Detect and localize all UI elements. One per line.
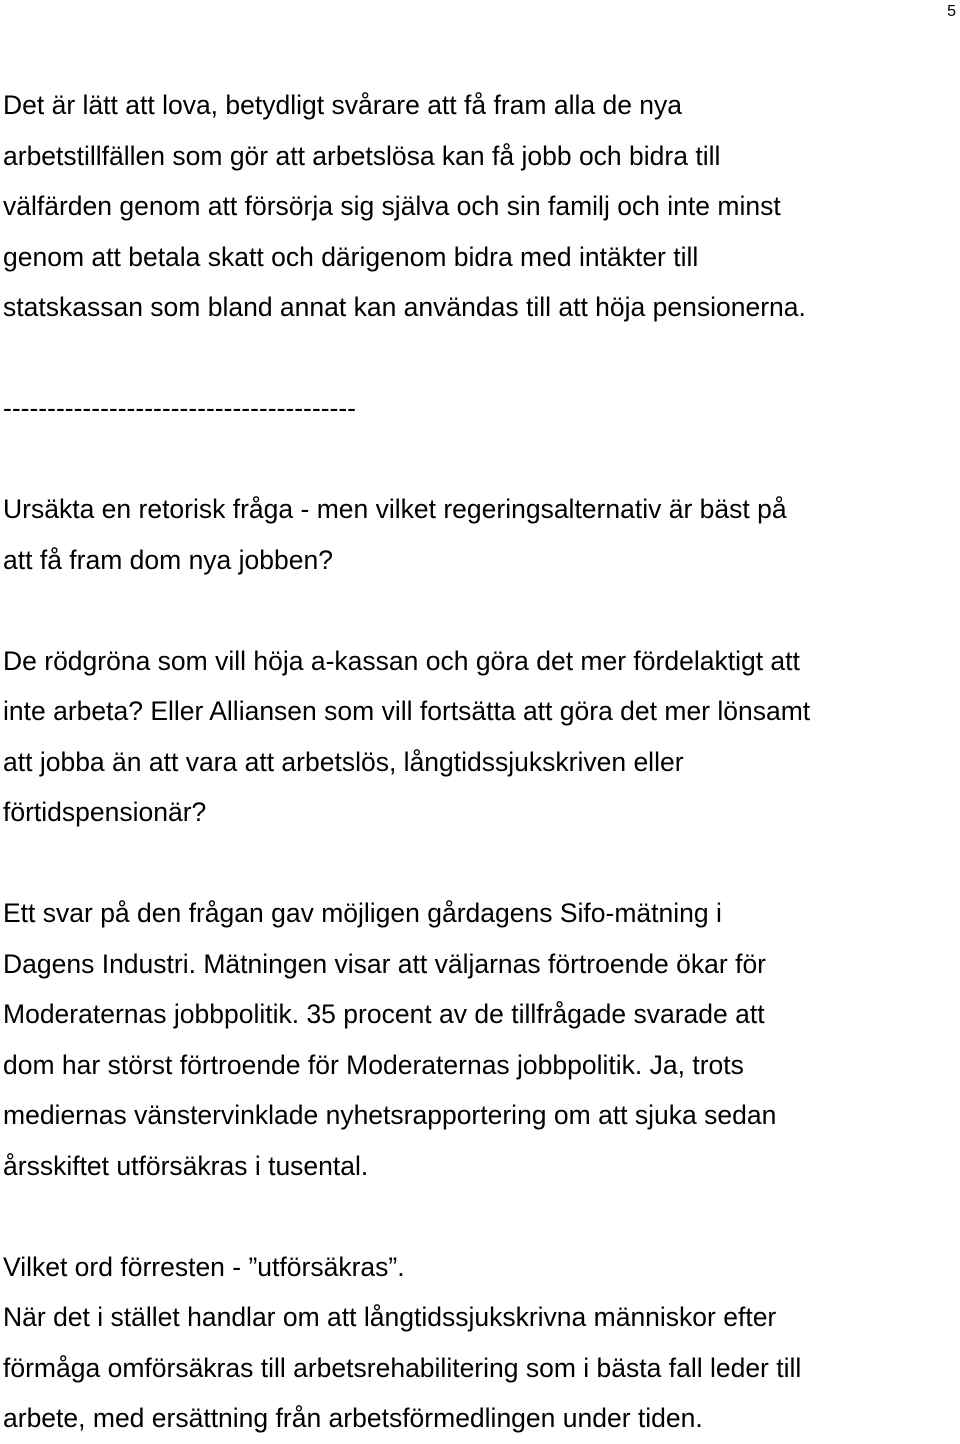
paragraph-alternatives (3, 636, 957, 838)
text-line: arbetstillfällen som gör att arbetslösa kan få jobb och bidra till (3, 140, 721, 171)
text-line: Moderaternas jobbpolitik. 35 procent av de tillfrågade svarade att (3, 999, 765, 1029)
paragraph-jobs-promise (3, 80, 957, 333)
text-line: Dagens Industri. Mätningen visar att väljarnas förtroende ökar för (3, 948, 767, 979)
paragraph-word-choice (3, 1242, 957, 1444)
paragraph-sifo-poll (3, 888, 957, 1191)
document-body (3, 80, 957, 1444)
text-line: Ett svar på den frågan gav möjligen gårdagens Sifo-mätning i (3, 898, 722, 928)
text-line: Ursäkta en retorisk fråga - men vilket regeringsalternativ är bäst på (3, 494, 787, 524)
text-line: årsskiftet utförsäkras i tusental. (3, 1150, 369, 1181)
page-number: 5 (947, 3, 956, 20)
divider-line: ---------------------------------------- (3, 393, 356, 423)
text-line: mediernas vänstervinklade nyhetsrapportering om att sjuka sedan (3, 1100, 777, 1130)
text-line: statskassan som bland annat kan användas till att höja pensionerna. (3, 292, 806, 322)
text-line: Det är lätt att lova, betydligt svårare att få fram alla de nya (3, 90, 683, 120)
text-line: att få fram dom nya jobben? (3, 544, 333, 575)
text-line: inte arbeta? Eller Alliansen som vill fortsätta att göra det mer lönsamt (3, 696, 811, 726)
text-line: genom att betala skatt och därigenom bidra med intäkter till (3, 241, 699, 272)
text-line: att jobba än att vara att arbetslös, långtidssjukskriven eller (3, 746, 684, 777)
text-line: arbete, med ersättning från arbetsförmedlingen under tiden. (3, 1403, 703, 1433)
paragraph-rhetorical-question (3, 484, 957, 585)
text-line: När det i stället handlar om att långtidssjukskrivna människor efter (3, 1302, 777, 1332)
text-line: välfärden genom att försörja sig själva och sin familj och inte minst (3, 191, 781, 221)
text-line: Vilket ord förresten - ”utförsäkras”. (3, 1251, 405, 1282)
text-line: De rödgröna som vill höja a-kassan och göra det mer fördelaktigt att (3, 645, 800, 676)
text-line: förmåga omförsäkras till arbetsrehabilitering som i bästa fall leder till (3, 1352, 802, 1383)
text-line: förtidspensionär? (3, 797, 207, 827)
text-line: dom har störst förtroende för Moderaternas jobbpolitik. Ja, trots (3, 1049, 744, 1080)
section-divider (3, 383, 957, 434)
